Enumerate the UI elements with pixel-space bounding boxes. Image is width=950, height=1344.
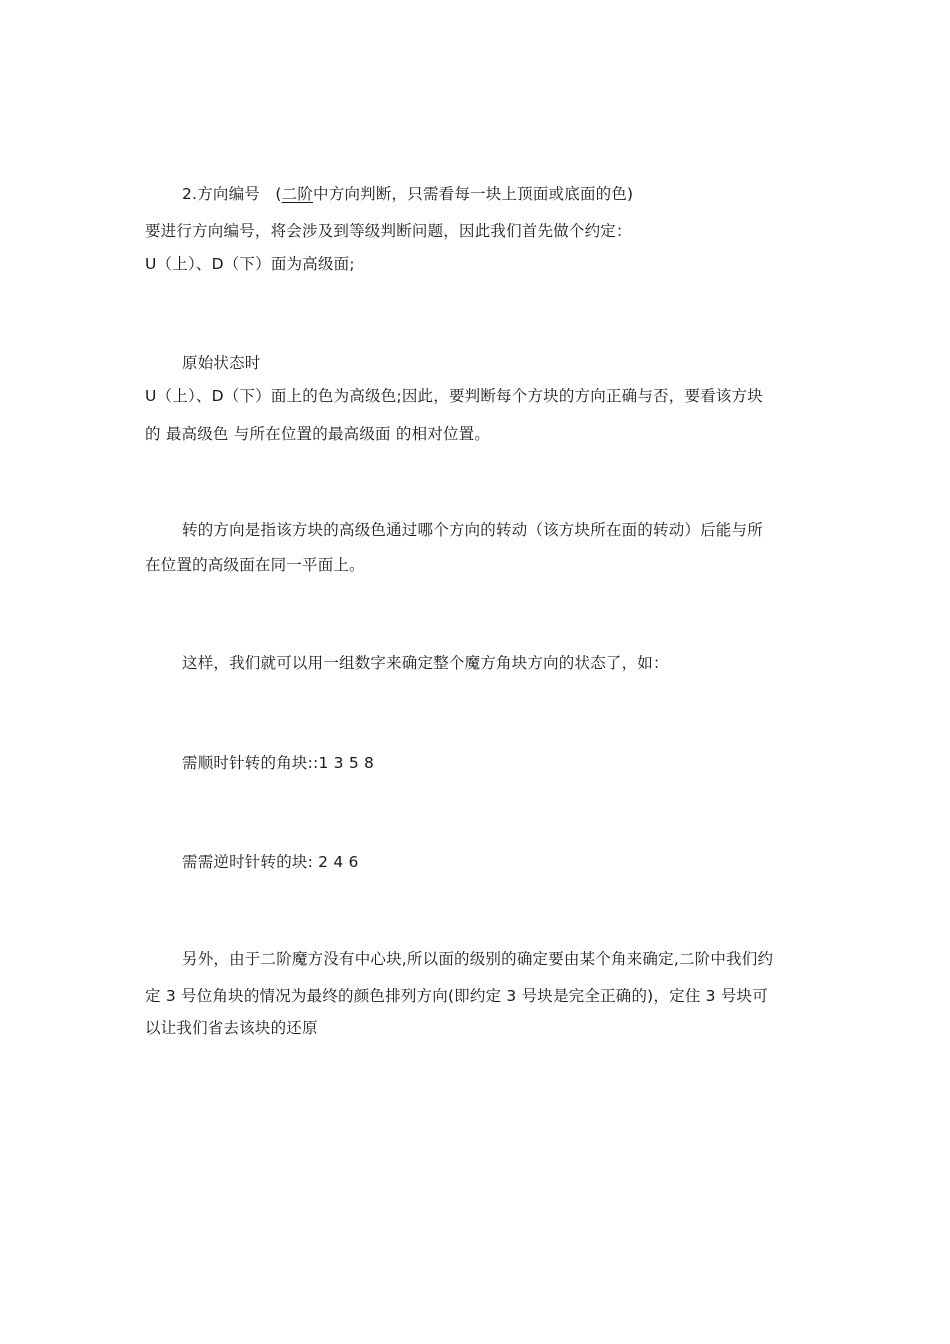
heading-number-title: 2.方向编号	[182, 185, 260, 203]
heading-description: 中方向判断，只需看每一块上顶面或底面的色)	[313, 185, 634, 203]
paragraph-convention-intro: 要进行方向编号，将会涉及到等级判断问题，因此我们首先做个约定：	[145, 222, 632, 240]
heading-underlined-term: 二阶	[281, 185, 314, 203]
paragraph-high-level-colors-line1: U（上）、D（下）面上的色为高级色;因此，要判断每个方块的方向正确与否，要看该方块	[145, 387, 763, 405]
paragraph-high-level-faces: U（上）、D（下）面为高级面;	[145, 255, 355, 273]
paragraph-center-block-line1: 另外，由于二阶魔方没有中心块,所以面的级别的确定要由某个角来确定,二阶中我们约	[182, 950, 774, 968]
paragraph-turn-direction-line1: 转的方向是指该方块的高级色通过哪个方向的转动（该方块所在面的转动）后能与所	[182, 521, 763, 539]
heading-paren-open: (	[275, 185, 282, 203]
paragraph-clockwise-corners: 需顺时针转的角块::1 3 5 8	[182, 754, 375, 772]
paragraph-original-state: 原始状态时	[182, 354, 261, 372]
paragraph-turn-direction-line2: 在位置的高级面在同一平面上。	[145, 556, 365, 574]
paragraph-counterclockwise-corners: 需需逆时针转的块: 2 4 6	[182, 853, 359, 871]
section-heading	[182, 183, 633, 205]
paragraph-center-block-line2: 定 3 号位角块的情况为最终的颜色排列方向(即约定 3 号块是完全正确的)，定住 3 号块可	[145, 987, 768, 1005]
paragraph-center-block-line3: 以让我们省去该块的还原	[145, 1019, 318, 1037]
paragraph-high-level-colors-line2: 的 最高级色 与所在位置的最高级面 的相对位置。	[145, 425, 491, 443]
paragraph-number-state: 这样，我们就可以用一组数字来确定整个魔方角块方向的状态了，如：	[182, 654, 669, 672]
